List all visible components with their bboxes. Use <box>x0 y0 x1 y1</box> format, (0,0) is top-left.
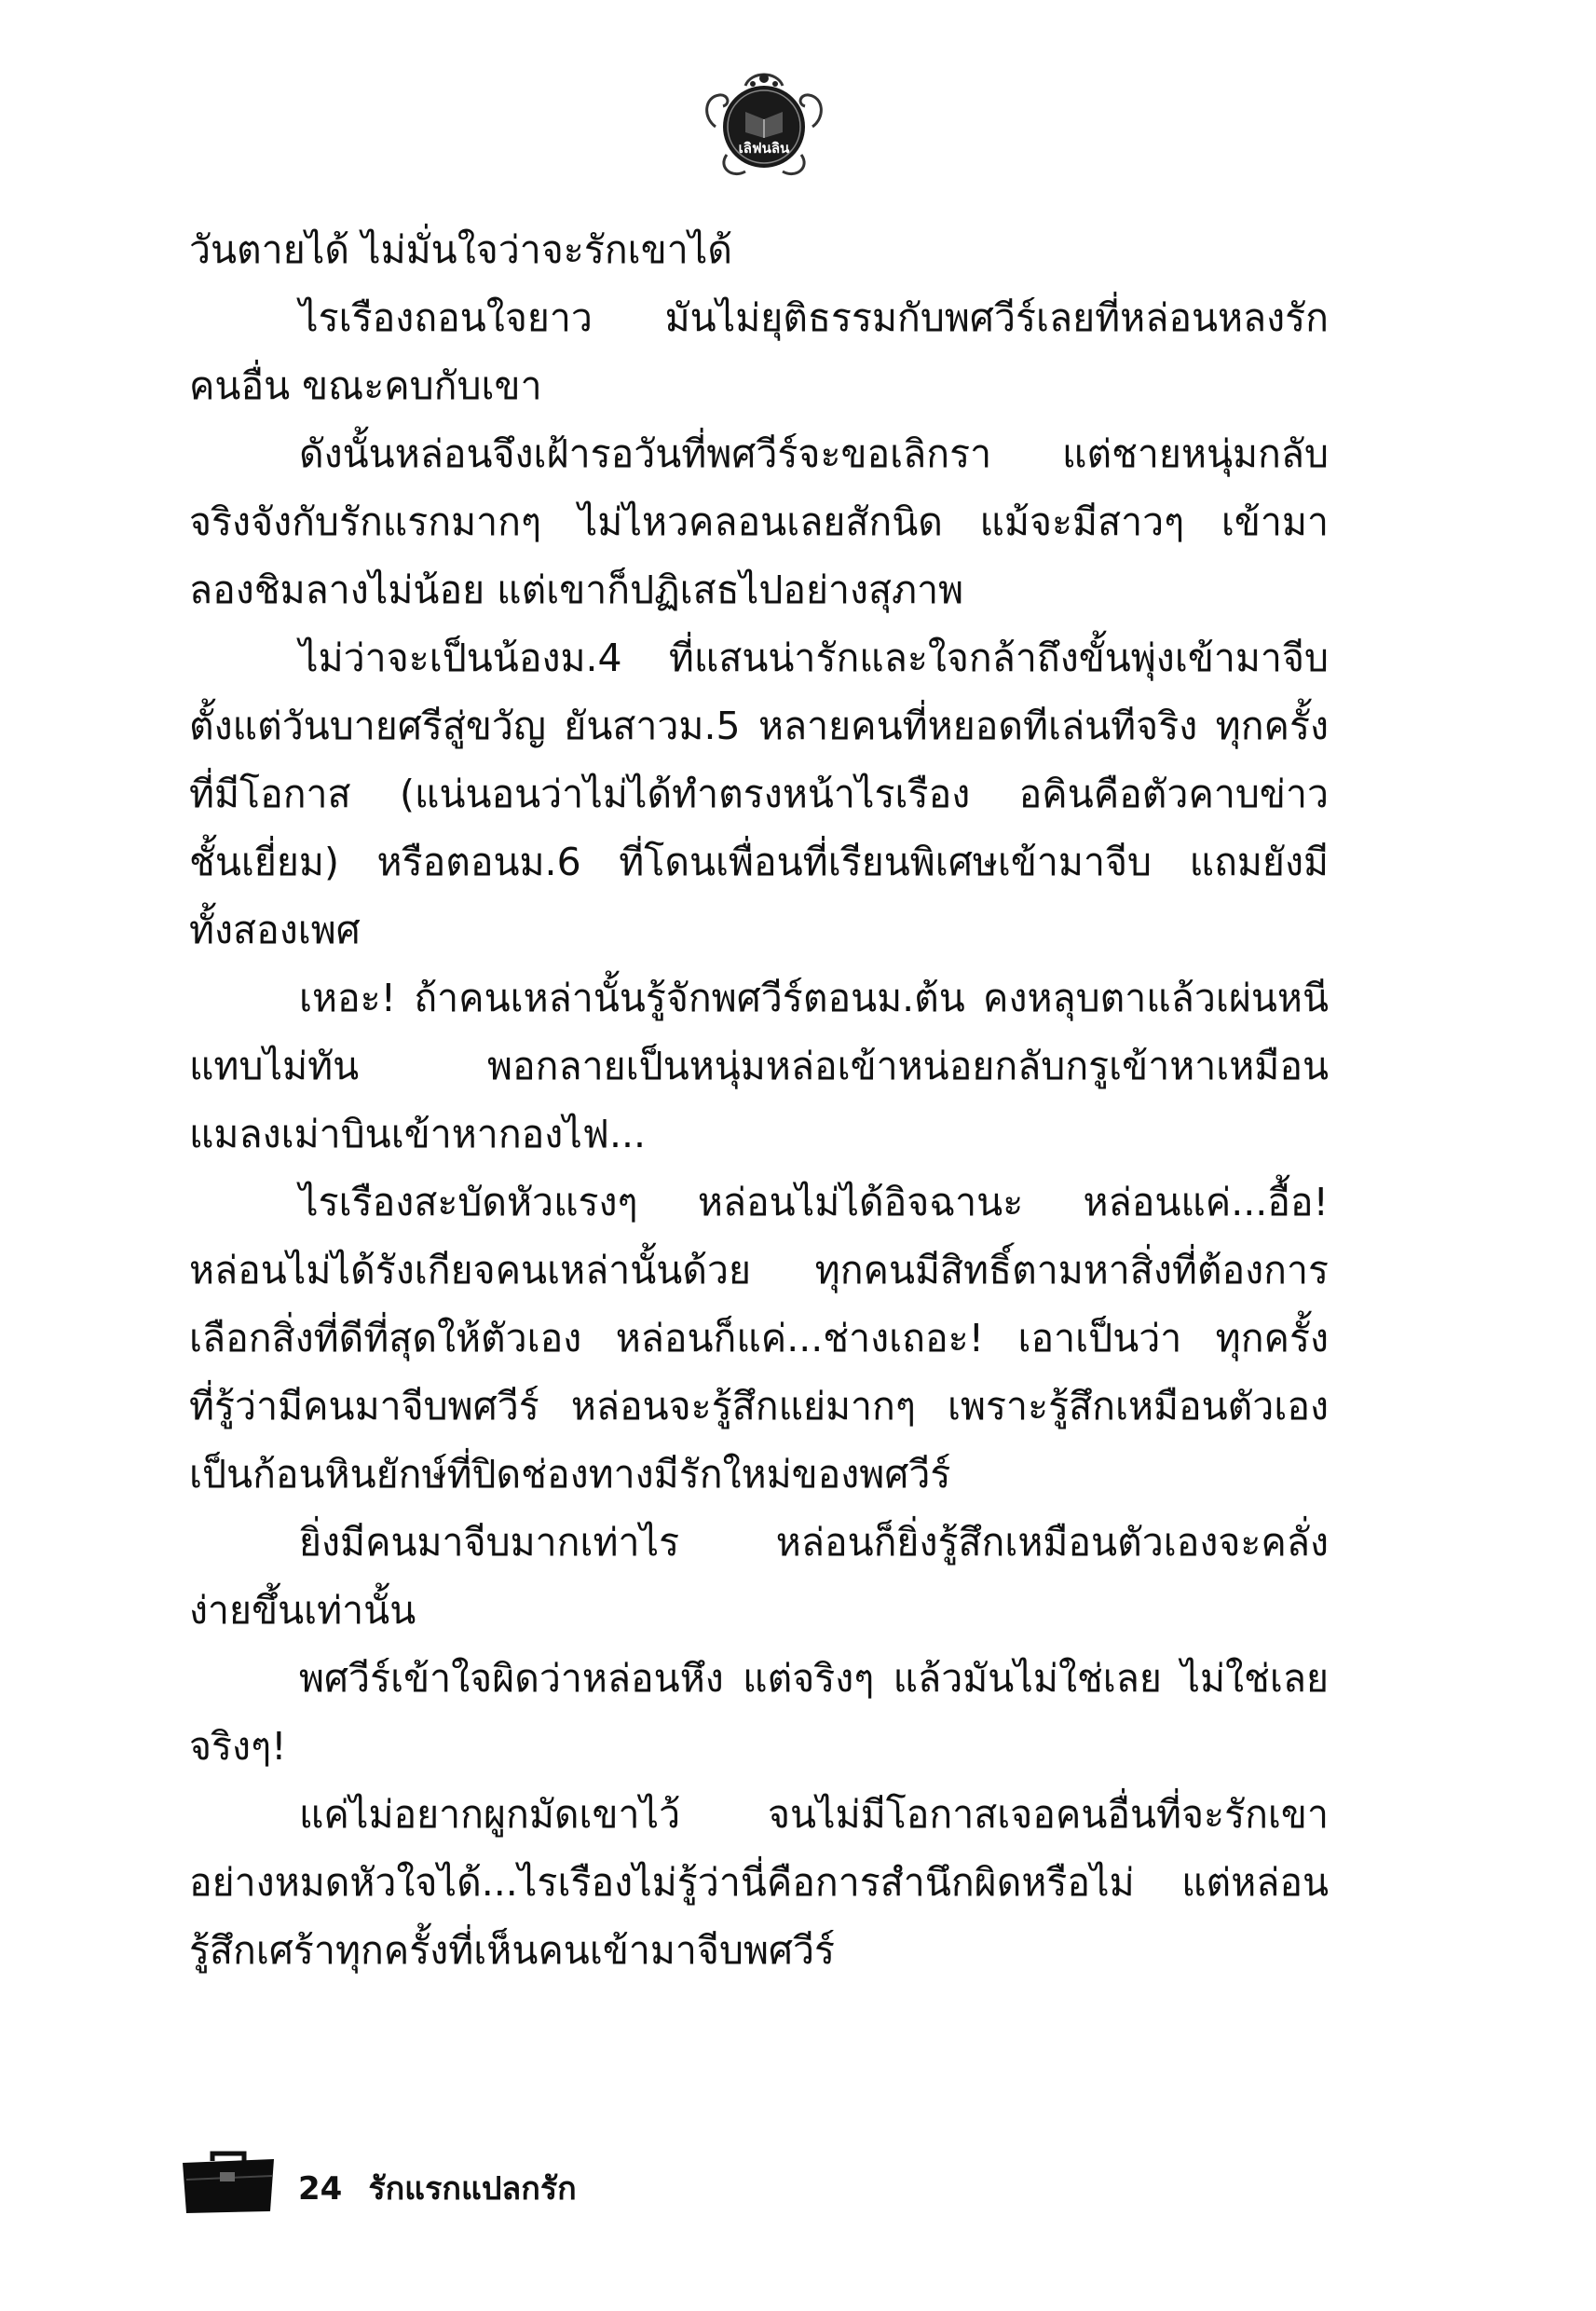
text-line: เป็นก้อนหินยักษ์ที่ปิดช่องทางมีรักใหม่ของพศวีร์ <box>189 1452 951 1497</box>
text-line: พศวีร์เข้าใจผิดว่าหล่อนหึง แต่จริงๆ แล้วมันไม่ใช่เลย ไม่ใช่เลย <box>299 1656 1329 1701</box>
text-line: ยิ่งมีคนมาจีบมากเท่าไร หล่อนก็ยิ่งรู้สึกเหมือนตัวเองจะคลั่ง <box>299 1520 1329 1565</box>
text-line: อย่างหมดหัวใจได้...ไรเรืองไม่รู้ว่านี่คือการสำนึกผิดหรือไม่ แต่หล่อน <box>189 1860 1329 1905</box>
publisher-logo <box>699 63 829 185</box>
text-line: ลองชิมลางไม่น้อย แต่เขาก็ปฏิเสธไปอย่างสุภาพ <box>189 567 964 612</box>
text-line: ชั้นเยี่ยม) หรือตอนม.6 ที่โดนเพื่อนที่เรียนพิเศษเข้ามาจีบ แถมยังมี <box>189 840 1329 884</box>
page-footer <box>177 2148 736 2222</box>
text-line: ไม่ว่าจะเป็นน้องม.4 ที่แสนน่ารักและใจกล้าถึงขั้นพุ่งเข้ามาจีบ <box>299 636 1329 680</box>
text-line: เลือกสิ่งที่ดีที่สุดให้ตัวเอง หล่อนก็แค่...ช่างเถอะ! เอาเป็นว่า ทุกครั้ง <box>189 1316 1329 1361</box>
text-line: ดังนั้นหล่อนจึงเฝ้ารอวันที่พศวีร์จะขอเลิกรา แต่ชายหนุ่มกลับ <box>299 431 1329 476</box>
logo-text: เลิฟนลิน <box>738 140 790 157</box>
text-line: ที่รู้ว่ามีคนมาจีบพศวีร์ หล่อนจะรู้สึกแย่มากๆ เพราะรู้สึกเหมือนตัวเอง <box>189 1384 1329 1429</box>
text-line: จริงๆ! <box>189 1724 287 1769</box>
page-body <box>189 216 1329 1985</box>
page-number: 24 <box>298 2170 343 2208</box>
briefcase-icon <box>177 2148 280 2215</box>
text-line: แทบไม่ทัน พอกลายเป็นหนุ่มหล่อเข้าหน่อยกลับกรูเข้าหาเหมือน <box>189 1044 1329 1088</box>
text-line: ง่ายขึ้นเท่านั้น <box>189 1588 416 1633</box>
text-line: จริงจังกับรักแรกมากๆ ไม่ไหวคลอนเลยสักนิด แม้จะมีสาวๆ เข้ามา <box>189 499 1329 544</box>
text-line: ที่มีโอกาส (แน่นอนว่าไม่ได้ทำตรงหน้าไรเรือง อคินคือตัวคาบข่าว <box>189 772 1329 816</box>
text-line: ตั้งแต่วันบายศรีสู่ขวัญ ยันสาวม.5 หลายคนที่หยอดทีเล่นทีจริง ทุกครั้ง <box>189 704 1329 748</box>
text-line: รู้สึกเศร้าทุกครั้งที่เห็นคนเข้ามาจีบพศวีร์ <box>189 1928 836 1973</box>
text-line: แมลงเม่าบินเข้าหากองไฟ... <box>189 1112 647 1156</box>
text-line: แค่ไม่อยากผูกมัดเขาไว้ จนไม่มีโอกาสเจอคนอื่นที่จะรักเขา <box>299 1792 1329 1837</box>
text-line: ทั้งสองเพศ <box>189 908 361 952</box>
text-line: ไรเรืองถอนใจยาว มันไม่ยุติธรรมกับพศวีร์เลยที่หล่อนหลงรัก <box>299 295 1329 340</box>
text-line: วันตายได้ ไม่มั่นใจว่าจะรักเขาได้ <box>189 227 732 272</box>
text-line: คนอื่น ขณะคบกับเขา <box>189 363 542 408</box>
text-line: เหอะ! ถ้าคนเหล่านั้นรู้จักพศวีร์ตอนม.ต้น คงหลุบตาแล้วเผ่นหนี <box>299 976 1329 1020</box>
footer-text <box>298 2163 577 2213</box>
publisher-emblem-icon <box>699 63 829 185</box>
book-title: รักแรกแปลกรัก <box>368 2170 577 2208</box>
text-line: หล่อนไม่ได้รังเกียจคนเหล่านั้นด้วย ทุกคนมีสิทธิ์ตามหาสิ่งที่ต้องการ <box>189 1248 1329 1292</box>
text-line: ไรเรืองสะบัดหัวแรงๆ หล่อนไม่ได้อิจฉานะ หล่อนแค่...อื้อ! <box>299 1180 1329 1224</box>
